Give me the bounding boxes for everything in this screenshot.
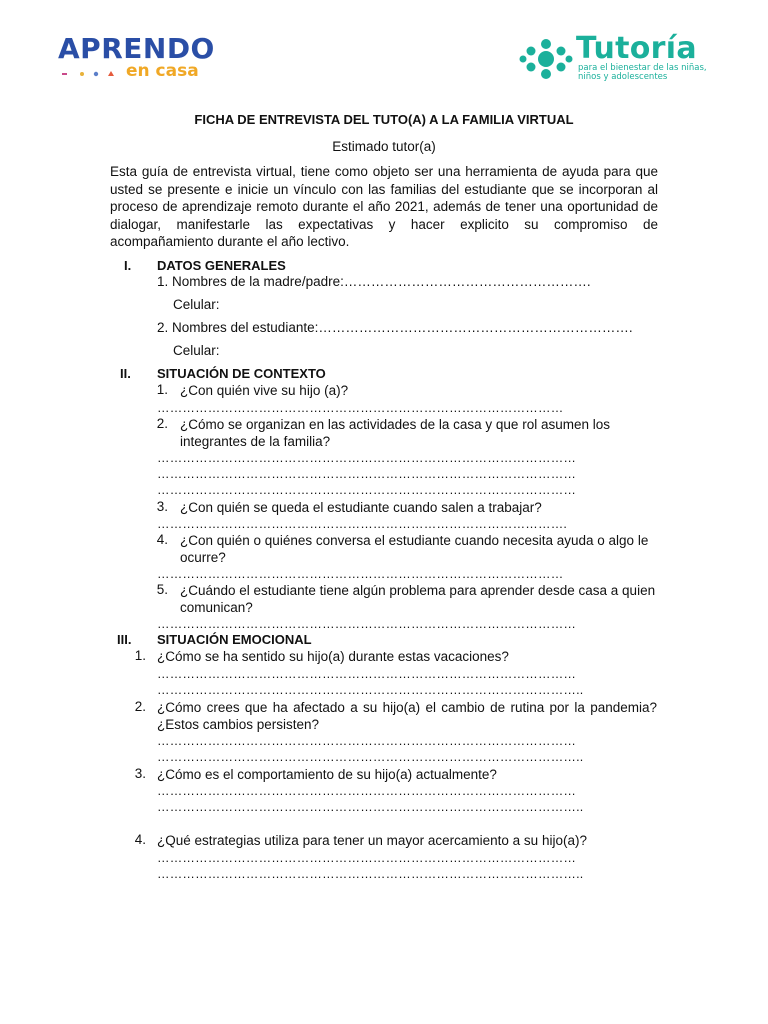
question-number: 3.	[156, 499, 168, 514]
question-text: ¿Con quién o quiénes conversa el estudiante cuando necesita ayuda o algo le ocurre?	[180, 533, 649, 565]
question-number: 2.	[156, 416, 168, 431]
tutoria-logo	[518, 31, 718, 86]
field-parent-phone: Celular:	[173, 297, 220, 312]
answer-line: ………………………………………………………………………………………	[157, 467, 577, 481]
aprendo-logo-word: APRENDO	[58, 32, 215, 65]
answer-line: ………………………………………………………………………………………	[157, 784, 577, 798]
answer-line: …………………………………………………………………………………….	[157, 517, 568, 531]
answer-line: ………………………………………………………………………………………	[157, 734, 577, 748]
aprendo-logo-decoration	[60, 70, 124, 78]
section-number: II.	[120, 366, 131, 381]
field-parent-name: 1. Nombres de la madre/padre:……………………………………………….	[157, 274, 591, 289]
question-text: ¿Cómo crees que ha afectado a su hijo(a) el cambio de rutina por la pandemia? ¿Estos cambios persisten?	[157, 700, 657, 732]
tutoria-flower-icon	[518, 38, 574, 80]
section-title: SITUACIÓN DE CONTEXTO	[157, 366, 326, 381]
tutoria-logo-tagline: para el bienestar de las niñas, niños y adolescentes	[578, 63, 707, 82]
answer-line: ………………………………………………………………………………………..	[157, 683, 584, 697]
section-number: III.	[117, 632, 132, 647]
answer-line: ………………………………………………………………………………………..	[157, 800, 584, 814]
answer-line: ………………………………………………………………………………………	[157, 483, 577, 497]
field-student-name: 2. Nombres del estudiante:…………………………………………………………….	[157, 320, 633, 335]
field-student-phone: Celular:	[173, 343, 220, 358]
section-title: SITUACIÓN EMOCIONAL	[157, 632, 312, 647]
document-title: FICHA DE ENTREVISTA DEL TUTO(A) A LA FAMILIA VIRTUAL	[194, 112, 574, 127]
section-title: DATOS GENERALES	[157, 258, 286, 273]
answer-line: ……………………………………………………………………………………	[157, 567, 564, 581]
section-number: I.	[124, 258, 132, 273]
question-text: ¿Qué estrategias utiliza para tener un mayor acercamiento a su hijo(a)?	[157, 833, 587, 848]
question-text: ¿Cómo se organizan en las actividades de la casa y que rol asumen los integrantes de la familia?	[180, 417, 610, 449]
question-number: 5.	[156, 582, 168, 597]
question-number: 4.	[156, 532, 168, 547]
question-number: 1.	[156, 382, 168, 397]
question-number: 4.	[134, 832, 146, 847]
answer-line: ……………………………………………………………………………………	[157, 401, 564, 415]
answer-line: ………………………………………………………………………………………	[157, 451, 577, 465]
tutoria-logo-word: Tutoría	[576, 31, 697, 66]
answer-line: ………………………………………………………………………………………	[157, 667, 577, 681]
question-text: ¿Cómo se ha sentido su hijo(a) durante estas vacaciones?	[157, 649, 509, 664]
aprendo-logo-sub: en casa	[126, 61, 199, 81]
answer-line: ………………………………………………………………………………………..	[157, 750, 584, 764]
question-number: 2.	[134, 699, 146, 714]
aprendo-en-casa-logo	[58, 34, 233, 86]
answer-line: ………………………………………………………………………………………	[157, 617, 577, 631]
greeting: Estimado tutor(a)	[332, 139, 436, 154]
intro-paragraph: Esta guía de entrevista virtual, tiene como objeto ser una herramienta de ayuda para que usted se presente e inicie un vínculo con las familias del estudiante que se incorporan al proceso de aprendizaje remoto durante el año 2021, además de tener una oportunidad de dialogar, manifestarle las expectativas y hacer explicito su compromiso de acompañamiento durante el año lectivo.	[110, 164, 658, 249]
question-number: 3.	[134, 766, 146, 781]
question-text: ¿Cómo es el comportamiento de su hijo(a) actualmente?	[157, 767, 497, 782]
question-text: ¿Cuándo el estudiante tiene algún problema para aprender desde casa a quien comunican?	[180, 583, 656, 615]
answer-line: ………………………………………………………………………………………	[157, 851, 577, 865]
question-number: 1.	[134, 648, 146, 663]
answer-line: ………………………………………………………………………………………..	[157, 867, 584, 881]
question-text: ¿Con quién se queda el estudiante cuando salen a trabajar?	[180, 500, 542, 515]
question-text: ¿Con quién vive su hijo (a)?	[180, 383, 349, 398]
